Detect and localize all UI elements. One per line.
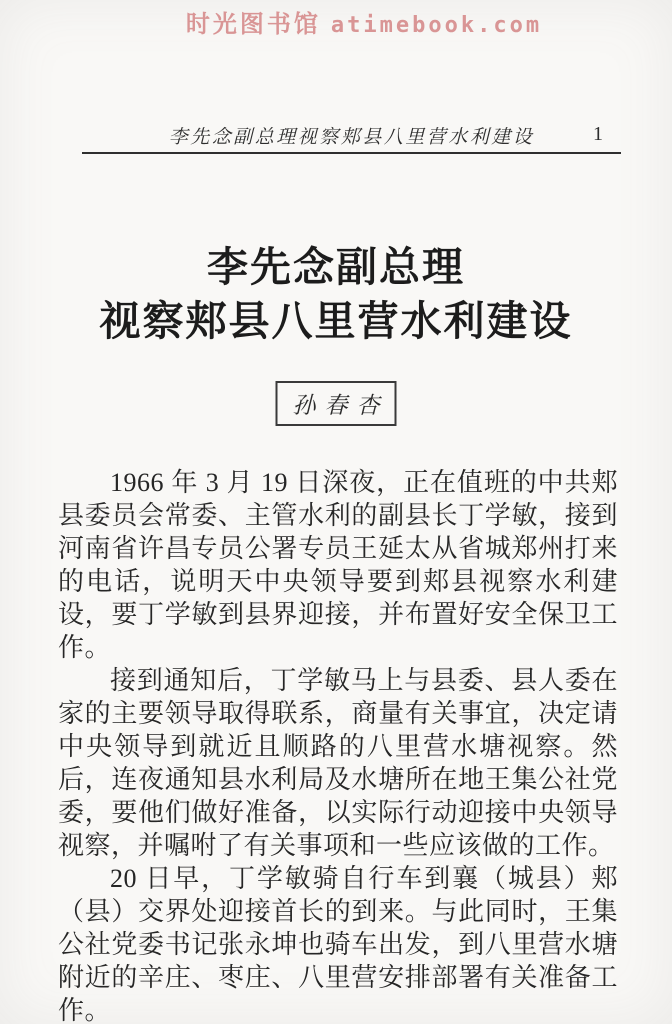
watermark	[28, 4, 672, 39]
author-name: 孙春杏	[292, 393, 389, 418]
running-header-title: 李先念副总理视察郏县八里营水利建设	[168, 127, 535, 148]
article-title	[0, 240, 672, 348]
paragraph-3: 20 日早，丁学敏骑自行车到襄（城县）郏（县）交界处迎接首长的到来。与此同时，王集公社党委书记张永坤也骑车出发，到八里营水塘附近的辛庄、枣庄、八里营安排部署有关准备工作。	[58, 864, 618, 1024]
running-header	[82, 122, 621, 150]
author-box	[276, 381, 397, 426]
page-number: 1	[593, 123, 603, 145]
watermark-site-name: 时光图书馆	[185, 11, 321, 38]
header-rule	[82, 152, 621, 154]
watermark-site-url: atimebook.com	[330, 13, 543, 38]
paragraph-1: 1966 年 3 月 19 日深夜，正在值班的中共郏县委员会常委、主管水利的副县长丁学敏，接到河南省许昌专员公署专员王延太从省城郑州打来的电话，说明天中央领导要到郏县视察水利建设，要丁学敏到县界迎接，并布置好安全保卫工作。	[58, 468, 618, 662]
article-body	[58, 466, 618, 1024]
article-title-line1: 李先念副总理	[207, 244, 465, 290]
article-title-line2: 视察郏县八里营水利建设	[99, 298, 573, 344]
paragraph-2: 接到通知后，丁学敏马上与县委、县人委在家的主要领导取得联系，商量有关事宜，决定请中央领导到就近且顺路的八里营水塘视察。然后，连夜通知县水利局及水塘所在地王集公社党委，要他们做好准备，以实际行动迎接中央领导视察，并嘱咐了有关事项和一些应该做的工作。	[58, 666, 618, 860]
